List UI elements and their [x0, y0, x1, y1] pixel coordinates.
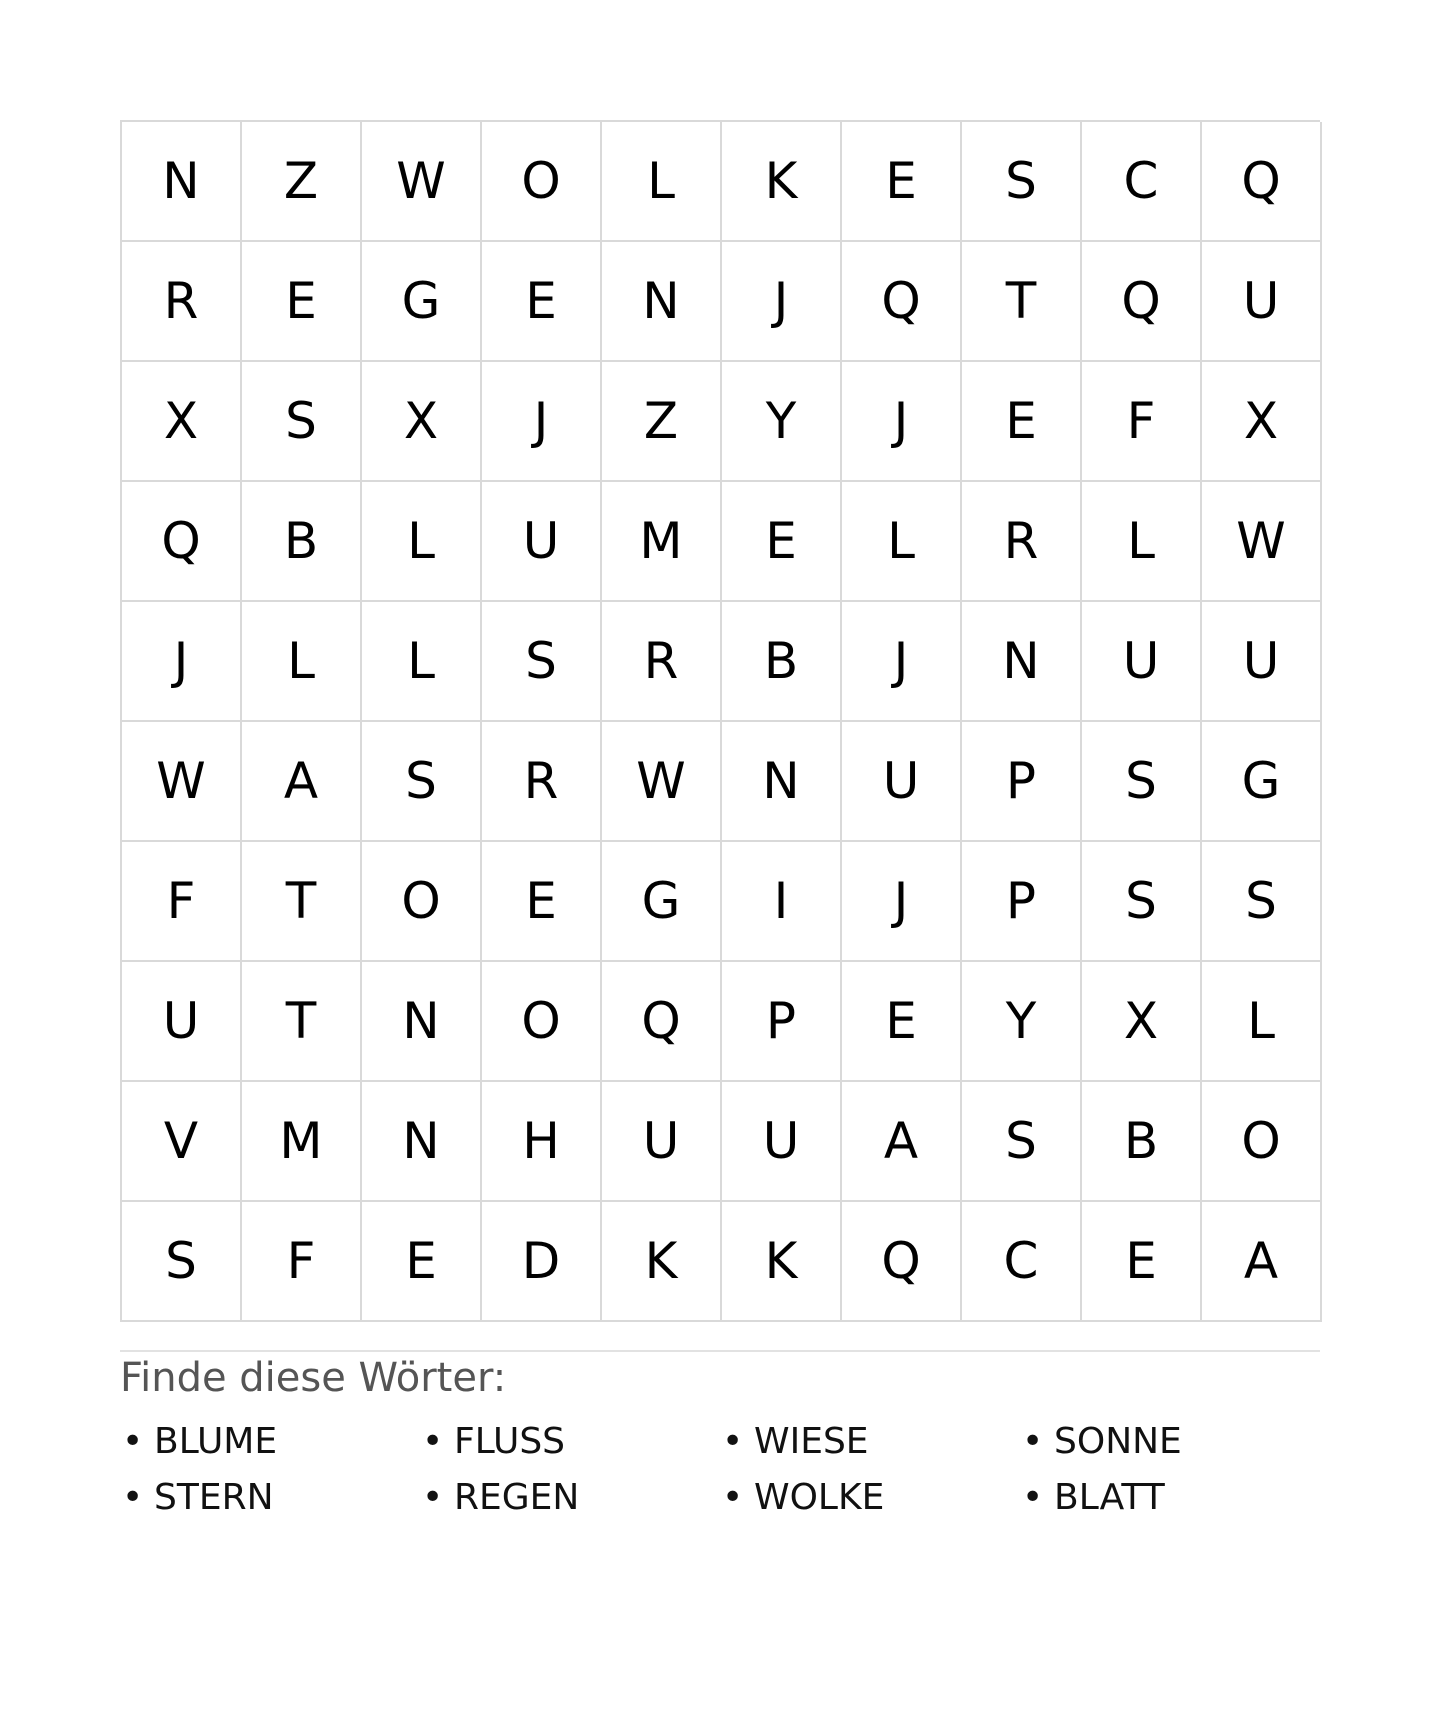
grid-cell[interactable]: O — [482, 962, 602, 1082]
grid-cell[interactable]: S — [1082, 722, 1202, 842]
grid-cell[interactable]: Q — [842, 1202, 962, 1322]
word-label: REGEN — [454, 1477, 580, 1518]
grid-cell[interactable]: L — [1202, 962, 1322, 1082]
grid-cell[interactable]: O — [1202, 1082, 1322, 1202]
grid-cell[interactable]: U — [842, 722, 962, 842]
grid-cell[interactable]: K — [602, 1202, 722, 1322]
word-label: WIESE — [754, 1421, 869, 1462]
grid-cell[interactable]: U — [482, 482, 602, 602]
grid-cell[interactable]: N — [122, 122, 242, 242]
grid-cell[interactable]: S — [122, 1202, 242, 1322]
grid-cell[interactable]: U — [1082, 602, 1202, 722]
grid-cell[interactable]: X — [1082, 962, 1202, 1082]
grid-cell[interactable]: E — [482, 842, 602, 962]
grid-cell[interactable]: G — [602, 842, 722, 962]
grid-cell[interactable]: P — [722, 962, 842, 1082]
grid-cell[interactable]: S — [1082, 842, 1202, 962]
grid-cell[interactable]: V — [122, 1082, 242, 1202]
bullet-icon: • — [422, 1477, 444, 1518]
grid-cell[interactable]: M — [602, 482, 722, 602]
grid-cell[interactable]: U — [1202, 242, 1322, 362]
grid-cell[interactable]: N — [602, 242, 722, 362]
word-label: STERN — [154, 1477, 274, 1518]
grid-cell[interactable]: H — [482, 1082, 602, 1202]
word-label: SONNE — [1054, 1421, 1182, 1462]
grid-cell[interactable]: W — [1202, 482, 1322, 602]
grid-cell[interactable]: U — [722, 1082, 842, 1202]
letter-grid — [120, 120, 1320, 1322]
grid-cell[interactable]: W — [122, 722, 242, 842]
grid-cell[interactable]: F — [242, 1202, 362, 1322]
grid-cell[interactable]: Q — [1082, 242, 1202, 362]
bullet-icon: • — [1022, 1421, 1044, 1462]
word-list-item — [120, 1474, 420, 1522]
grid-cell[interactable]: J — [842, 362, 962, 482]
grid-cell[interactable]: R — [602, 602, 722, 722]
word-list-item — [720, 1474, 1020, 1522]
grid-cell[interactable]: B — [242, 482, 362, 602]
bullet-icon: • — [722, 1421, 744, 1462]
grid-cell[interactable]: Y — [962, 962, 1082, 1082]
grid-cell[interactable]: I — [722, 842, 842, 962]
grid-cell[interactable]: J — [722, 242, 842, 362]
grid-cell[interactable]: S — [962, 122, 1082, 242]
grid-cell[interactable]: R — [482, 722, 602, 842]
grid-cell[interactable]: Q — [1202, 122, 1322, 242]
grid-cell[interactable]: O — [482, 122, 602, 242]
grid-cell[interactable]: P — [962, 722, 1082, 842]
grid-cell[interactable]: B — [1082, 1082, 1202, 1202]
grid-cell[interactable]: Z — [602, 362, 722, 482]
grid-cell[interactable]: T — [242, 842, 362, 962]
grid-cell[interactable]: E — [722, 482, 842, 602]
grid-cell[interactable]: P — [962, 842, 1082, 962]
word-list — [120, 1418, 1320, 1522]
grid-cell[interactable]: K — [722, 1202, 842, 1322]
bullet-icon: • — [722, 1477, 744, 1518]
grid-cell[interactable]: A — [242, 722, 362, 842]
grid-cell[interactable]: C — [1082, 122, 1202, 242]
grid-cell[interactable]: G — [362, 242, 482, 362]
grid-cell[interactable]: F — [122, 842, 242, 962]
grid-cell[interactable]: S — [242, 362, 362, 482]
grid-cell[interactable]: X — [1202, 362, 1322, 482]
grid-cell[interactable]: R — [122, 242, 242, 362]
word-list-title: Finde diese Wörter: — [120, 1355, 507, 1401]
grid-cell[interactable]: J — [122, 602, 242, 722]
grid-cell[interactable]: E — [1082, 1202, 1202, 1322]
grid-cell[interactable]: N — [962, 602, 1082, 722]
grid-cell[interactable]: U — [122, 962, 242, 1082]
grid-cell[interactable]: L — [362, 602, 482, 722]
grid-cell[interactable]: T — [242, 962, 362, 1082]
grid-cell[interactable]: J — [482, 362, 602, 482]
grid-cell[interactable]: W — [362, 122, 482, 242]
grid-cell[interactable]: E — [482, 242, 602, 362]
grid-cell[interactable]: N — [362, 962, 482, 1082]
word-list-item — [720, 1418, 1020, 1466]
grid-cell[interactable]: M — [242, 1082, 362, 1202]
grid-cell[interactable]: X — [122, 362, 242, 482]
grid-cell[interactable]: C — [962, 1202, 1082, 1322]
grid-cell[interactable]: Q — [122, 482, 242, 602]
grid-cell[interactable]: J — [842, 602, 962, 722]
grid-cell[interactable]: L — [1082, 482, 1202, 602]
grid-cell[interactable]: Q — [602, 962, 722, 1082]
grid-cell[interactable]: T — [962, 242, 1082, 362]
grid-cell[interactable]: J — [842, 842, 962, 962]
grid-cell[interactable]: F — [1082, 362, 1202, 482]
word-list-item — [120, 1418, 420, 1466]
grid-cell[interactable]: B — [722, 602, 842, 722]
grid-cell[interactable]: R — [962, 482, 1082, 602]
grid-cell[interactable]: N — [722, 722, 842, 842]
grid-cell[interactable]: S — [1202, 842, 1322, 962]
grid-cell[interactable]: Q — [842, 242, 962, 362]
word-list-item — [420, 1418, 720, 1466]
grid-cell[interactable]: L — [362, 482, 482, 602]
grid-cell[interactable]: U — [602, 1082, 722, 1202]
word-label: WOLKE — [754, 1477, 885, 1518]
grid-cell[interactable]: U — [1202, 602, 1322, 722]
word-search-puzzle — [120, 120, 1320, 1522]
grid-cell[interactable]: L — [242, 602, 362, 722]
word-list-item — [420, 1474, 720, 1522]
word-label: BLUME — [154, 1421, 278, 1462]
word-label: BLATT — [1054, 1477, 1165, 1518]
grid-cell[interactable]: L — [602, 122, 722, 242]
grid-cell[interactable]: S — [362, 722, 482, 842]
word-list-item — [1020, 1474, 1320, 1522]
grid-cell[interactable]: S — [962, 1082, 1082, 1202]
grid-cell[interactable]: N — [362, 1082, 482, 1202]
grid-cell[interactable]: O — [362, 842, 482, 962]
grid-cell[interactable]: G — [1202, 722, 1322, 842]
grid-cell[interactable]: K — [722, 122, 842, 242]
grid-cell[interactable]: E — [362, 1202, 482, 1322]
grid-cell[interactable]: A — [842, 1082, 962, 1202]
grid-cell[interactable]: S — [482, 602, 602, 722]
divider — [120, 1350, 1320, 1352]
word-list-item — [1020, 1418, 1320, 1466]
grid-cell[interactable]: Y — [722, 362, 842, 482]
grid-cell[interactable]: E — [842, 122, 962, 242]
grid-cell[interactable]: E — [842, 962, 962, 1082]
bullet-icon: • — [122, 1421, 144, 1462]
grid-cell[interactable]: L — [842, 482, 962, 602]
bullet-icon: • — [422, 1421, 444, 1462]
grid-cell[interactable]: E — [962, 362, 1082, 482]
grid-cell[interactable]: E — [242, 242, 362, 362]
word-label: FLUSS — [454, 1421, 566, 1462]
grid-cell[interactable]: D — [482, 1202, 602, 1322]
grid-cell[interactable]: W — [602, 722, 722, 842]
bullet-icon: • — [122, 1477, 144, 1518]
bullet-icon: • — [1022, 1477, 1044, 1518]
grid-cell[interactable]: X — [362, 362, 482, 482]
grid-cell[interactable]: A — [1202, 1202, 1322, 1322]
grid-cell[interactable]: Z — [242, 122, 362, 242]
